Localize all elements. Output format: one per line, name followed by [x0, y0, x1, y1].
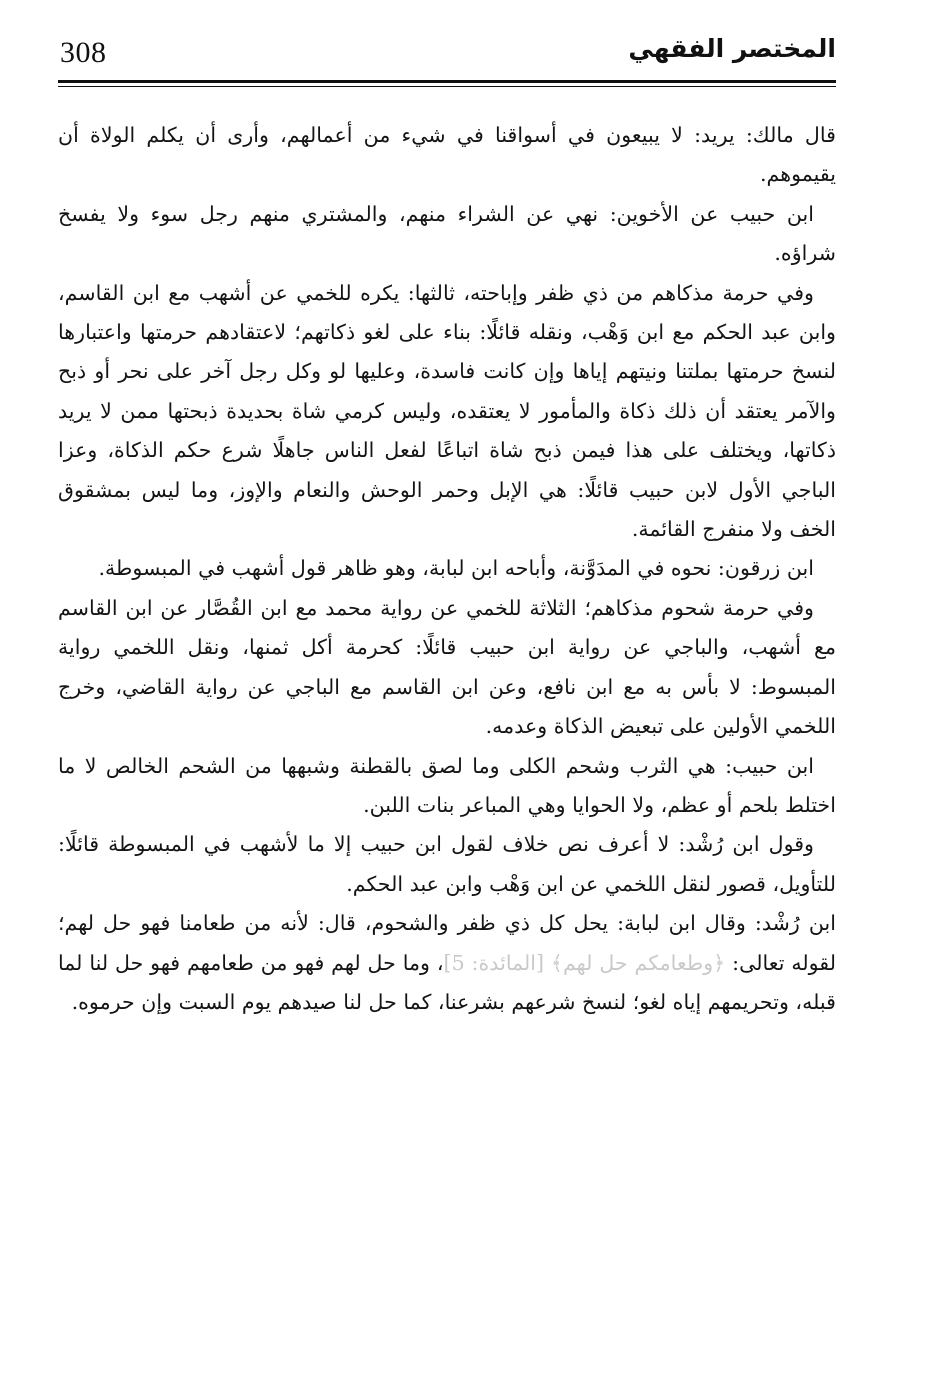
paragraph-text: ابن رُشْد: وقال ابن لبابة: يحل كل ذي ظفر والشحوم، قال: لأنه من طعامنا فهو حل لهم؛ لقوله تعالى: — [58, 911, 836, 975]
paragraph-text: ، وما حل لهم فهو من طعامهم فهو حل لنا لما قبله، وتحريمهم إياه لغو؛ لنسخ شرعهم بشرعنا، كما حل لنا صيدهم يوم السبت وإن حرموه. — [58, 950, 836, 1014]
page-header — [58, 28, 836, 84]
paragraph: قال مالك: يريد: لا يبيعون في أسواقنا في شيء من أعمالهم، وأرى أن يكلم الولاة أن يقيموهم. — [58, 123, 836, 187]
paragraph: وفي حرمة شحوم مذكاهم؛ الثلاثة للخمي عن رواية محمد مع ابن القُصَّار عن ابن القاسم مع أشهب، والباجي عن رواية ابن حبيب قائلًا: كحرمة أكل ثمنها، ونقل اللخمي رواية المبسوط: لا بأس به مع ابن نافع، وعن ابن القاسم مع الباجي عن رواية القاضي، وخرج اللخمي الأولين على تبعيض الذكاة وعدمه. — [58, 595, 836, 739]
paragraph-last — [58, 904, 836, 1022]
header-rule-thin — [58, 86, 836, 87]
header-rule-thick — [58, 80, 836, 83]
quran-quote: ﴿وطعامكم حل لهم﴾ [المائدة: 5] — [443, 950, 726, 975]
page-body — [58, 116, 836, 1022]
paragraph: ابن حبيب: هي الثرب وشحم الكلى وما لصق بالقطنة وشبهها من الشحم الخالص لا ما اختلط بلحم أو عظم، ولا الحوايا وهي المباعر بنات اللبن. — [58, 753, 836, 817]
page-number: 308 — [60, 36, 107, 69]
paragraph: وقول ابن رُشْد: لا أعرف نص خلاف لقول ابن حبيب إلا ما لأشهب في المبسوطة قائلًا: للتأويل، قصور لنقل اللخمي عن ابن وَهْب وابن عبد الحكم. — [58, 832, 836, 896]
paragraph: ابن زرقون: نحوه في المدَوَّنة، وأباحه ابن لبابة، وهو ظاهر قول أشهب في المبسوطة. — [98, 556, 814, 581]
document-page — [58, 28, 836, 1022]
paragraph: ابن حبيب عن الأخوين: نهي عن الشراء منهم، والمشتري منهم رجل سوء ولا يفسخ شراؤه. — [58, 201, 836, 266]
paragraph: وفي حرمة مذكاهم من ذي ظفر وإباحته، ثالثها: يكره للخمي عن أشهب مع ابن القاسم، وابن عبد الحكم مع ابن وَهْب، ونقله قائلًا: بناء على لغو ذكاتهم؛ لاعتقادهم حرمتها واعتبارها لنسخ حرمتها بملتنا ونيتهم إياها وإن كانت فاسدة، وعليها لو وكل رجل آخر على نحر أو ذبح والآمر يعتقد أن ذلك ذكاة والمأمور لا يعتقده، وليس كرمي شاة بحديدة ذبحتها ممن لا يريد ذكاتها، ويختلف على هذا فيمن ذبح شاة اتباعًا لفعل الناس جاهلًا شرع حكم الذكاة، وعزا الباجي الأول لابن حبيب قائلًا: هي الإبل وحمر الوحش والنعام والإوز، وما ليس بمشقوق الخف ولا منفرج القائمة. — [58, 280, 836, 542]
book-title: المختصر الفقهي — [628, 34, 836, 63]
